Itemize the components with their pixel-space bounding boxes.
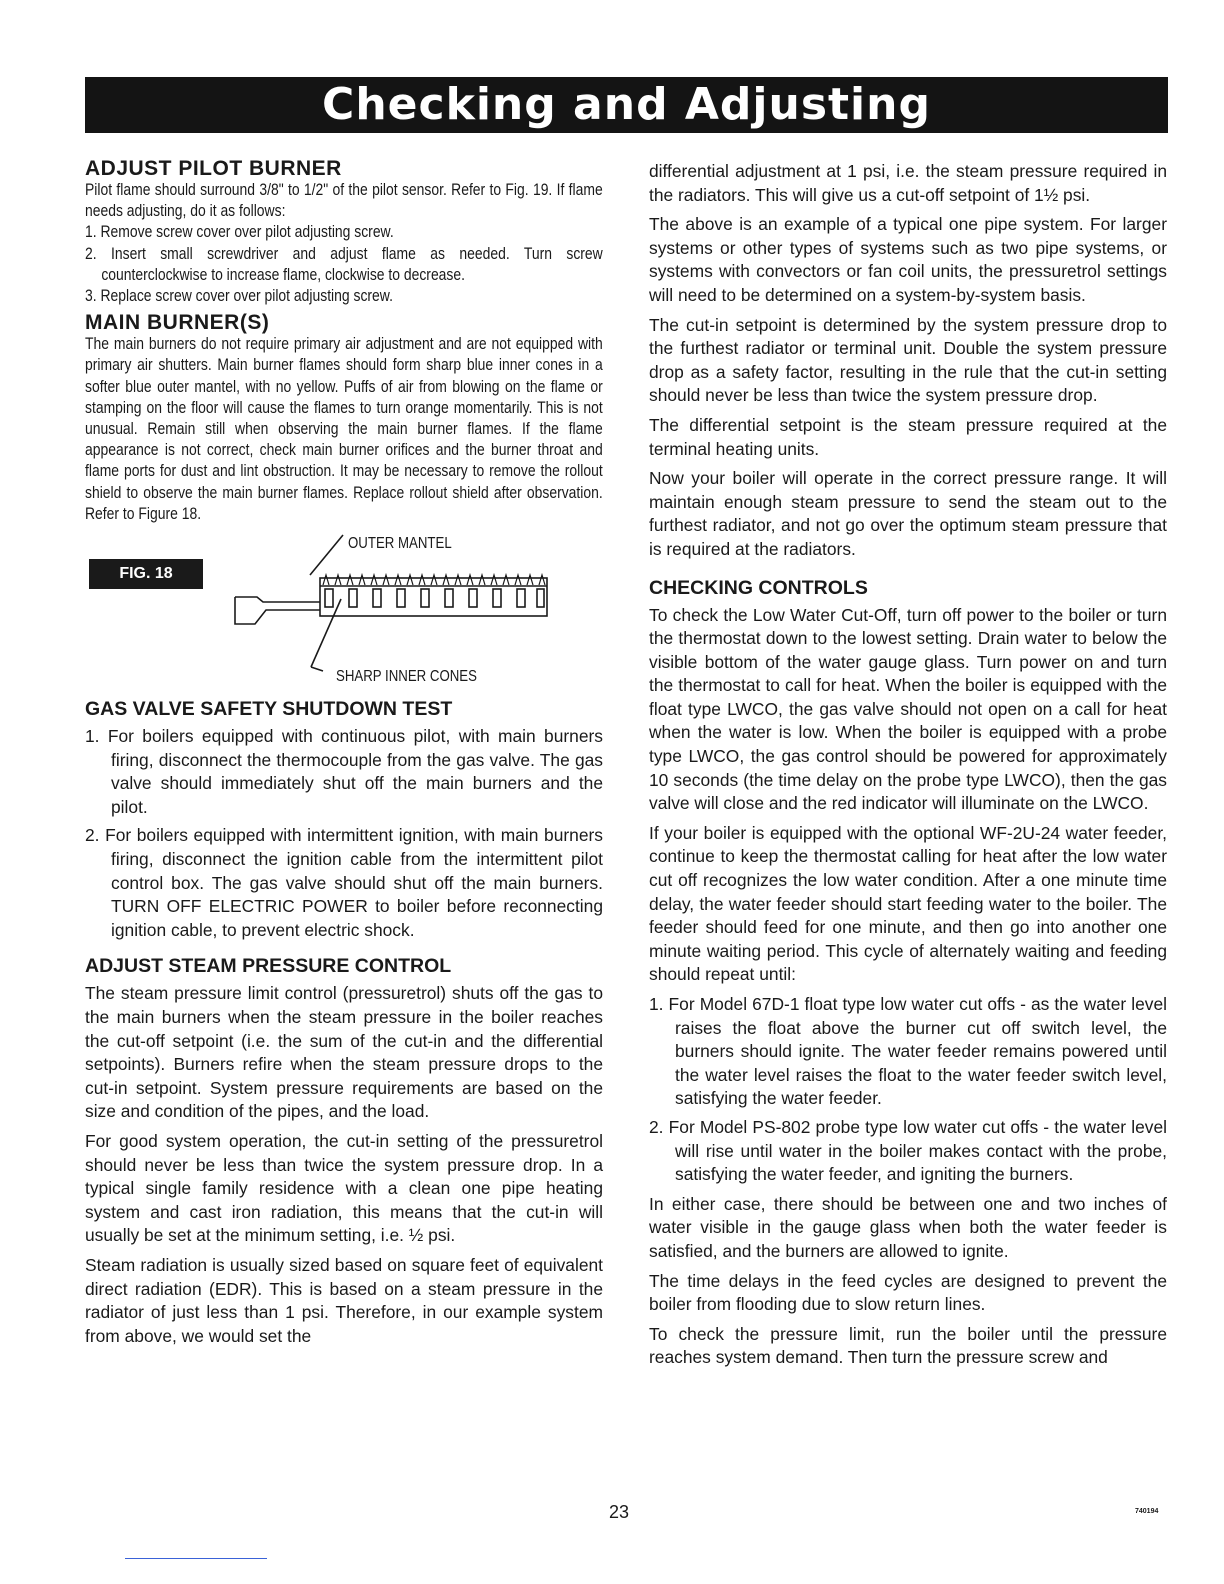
pilot-intro: Pilot flame should surround 3/8" to 1/2" of the pilot sensor. Refer to Fig. 19. If flame needs adjusting, do it as follows: <box>85 181 603 221</box>
flame-cones <box>323 575 545 585</box>
steam-heading: ADJUST STEAM PRESSURE CONTROL <box>85 955 452 978</box>
gas-valve-item: 2. For boilers equipped with intermittent ignition, with main burners firing, disconnect the ignition cable from the intermittent pilot control box. The gas valve should shut off the main burners. TURN OFF ELECTRIC POWER to boiler before reconnecting ignition cable, to prevent electric shock. <box>85 825 603 940</box>
page-banner: Checking and Adjusting <box>85 77 1168 133</box>
main-burner-heading: MAIN BURNER(S) <box>85 311 270 335</box>
right-column <box>649 160 1167 1376</box>
steam-paragraph: For good system operation, the cut-in setting of the pressuretrol should never be less than twice the system pressure drop. In a typical single family residence with a clean one pipe heating system and cast iron radiation, this means that the cut-in will usually be set at the minimum setting, i.e. ½ psi. <box>85 1130 603 1246</box>
right-paragraph: differential adjustment at 1 psi, i.e. the steam pressure required in the radiators. This will give us a cut-off setpoint of 1½ psi. <box>649 161 1167 205</box>
pilot-steps <box>85 222 603 307</box>
outer-leader-line <box>310 535 343 575</box>
burner-throat <box>235 597 320 624</box>
footer-rule <box>125 1558 267 1559</box>
document-code: 740194 <box>1135 1508 1159 1515</box>
burner-throat-top <box>235 597 320 602</box>
burner-body <box>320 578 547 616</box>
right-paragraph: Now your boiler will operate in the correct pressure range. It will maintain enough steam pressure to send the steam out to the furthest radiator, and not go over the optimum steam pressure that is required at the radiators. <box>649 468 1167 559</box>
pilot-step: 3. Replace screw cover over pilot adjusting screw. <box>85 287 393 306</box>
steam-paragraph: The steam pressure limit control (pressuretrol) shuts off the gas to the main burners when the steam pressure in the boiler reaches the cut-off setpoint (i.e. the sum of the cut-in and the differential setpoints). Burners refire when the steam pressure drops to the cut-in setpoint. System pressure requirements are based on the size and condition of the pipes, and the load. <box>85 983 603 1122</box>
controls-item: 1. For Model 67D-1 float type low water cut offs - as the water level raises the float above the burner cut off switch level, the burners should ignite. The water feeder remains powered until the water level raises the float to the water feeder switch level, satisfying the water feeder. <box>649 994 1167 1109</box>
controls-paragraph: In either case, there should be between one and two inches of water visible in the gauge glass when both the water feeder is satisfied, and the burners are allowed to ignite. <box>649 1193 1167 1261</box>
outer-mantel-label: OUTER MANTEL <box>348 535 452 553</box>
gas-valve-heading: GAS VALVE SAFETY SHUTDOWN TEST <box>85 698 453 721</box>
controls-paragraph: To check the pressure limit, run the boiler until the pressure reaches system demand. Then turn the pressure screw and <box>649 1323 1167 1368</box>
controls-list <box>649 993 1167 1187</box>
right-paragraph: The differential setpoint is the steam pressure required at the terminal heating units. <box>649 414 1167 459</box>
inner-leader-hook <box>311 667 323 671</box>
controls-heading: CHECKING CONTROLS <box>649 576 868 599</box>
left-column <box>85 158 603 1354</box>
pilot-section <box>85 180 603 307</box>
burner-ports <box>325 589 544 607</box>
controls-paragraph: To check the Low Water Cut-Off, turn off power to the boiler or turn the thermostat down to the lowest setting. Drain water to below the visible bottom of the water gauge glass. Turn power on and turn the thermostat to call for heat. When the boiler is equipped with the float type LWCO, the gas valve should not open on a call for heat when the water is low. When the boiler is equipped with a probe type LWCO, the gas control should be powered for approximately 10 seconds (the time delay on the probe type LWCO), then the gas valve will close and the red indicator will illuminate on the LWCO. <box>649 604 1167 814</box>
page-number: 23 <box>609 1502 630 1522</box>
gas-valve-item: 1. For boilers equipped with continuous pilot, with main burners firing, disconnect the thermocouple from the gas valve. The gas valve should immediately shut off the main burners and the pilot. <box>85 726 603 817</box>
right-paragraph: The above is an example of a typical one pipe system. For larger systems or other types of systems such as two pipe systems, or systems with convectors or fan coil units, the pressuretrol settings will need to be determined on a system-by-system basis. <box>649 214 1167 305</box>
pilot-step: 1. Remove screw cover over pilot adjusting screw. <box>85 223 394 242</box>
controls-paragraph: If your boiler is equipped with the optional WF-2U-24 water feeder, continue to keep the thermostat calling for heat after the low water cut off recognizes the low water condition. After a one minute time delay, the water feeder should start feeding water to the boiler. The feeder should feed for one minute, and then go into another one minute waiting period. This cycle of alternately waiting and feeding should repeat until: <box>649 822 1167 985</box>
gas-valve-list <box>85 725 603 942</box>
pilot-heading: ADJUST PILOT BURNER <box>85 157 342 180</box>
figure-label: FIG. 18 <box>89 559 203 589</box>
controls-paragraph: The time delays in the feed cycles are designed to prevent the boiler from flooding due to slow return lines. <box>649 1270 1167 1315</box>
figure-18 <box>85 525 603 697</box>
main-burner-text: The main burners do not require primary air adjustment and are not equipped with primary air shutters. Main burner flames should form sharp blue inner cones in a softer blue outer mantel, with no yellow. Puffs of air from blowing on the flame or stamping on the floor will cause the flames to turn orange momentarily. This is not unusual. Remain still when observing the main burner flames. If the flame appearance is not correct, check main burner orifices and the burner throat and flame ports for dust and lint obstruction. It may be necessary to remove the rollout shield to observe the main burner flames. Replace rollout shield after observation. Refer to Figure 18. <box>85 335 603 523</box>
controls-item: 2. For Model PS-802 probe type low water cut offs - the water level will rise until water in the boiler makes contact with the probe, satisfying the water feeder, and igniting the burners. <box>649 1116 1167 1185</box>
steam-paragraph: Steam radiation is usually sized based on square feet of equivalent direct radiation (EDR). This is based on a steam pressure in the radiator of just less than 1 psi. Therefore, in our example system from above, we would set the <box>85 1254 603 1346</box>
right-paragraph: The cut-in setpoint is determined by the system pressure drop to the furthest radiator or terminal unit. Double the system pressure drop as a safety factor, resulting in the rule that the cut-in setting should never be less than twice the system pressure drop. <box>649 314 1167 406</box>
pilot-step: 2. Insert small screwdriver and adjust flame as needed. Turn screw counterclockwise to increase flame, clockwise to decrease. <box>85 244 603 284</box>
inner-cones-label: SHARP INNER CONES <box>336 668 477 686</box>
